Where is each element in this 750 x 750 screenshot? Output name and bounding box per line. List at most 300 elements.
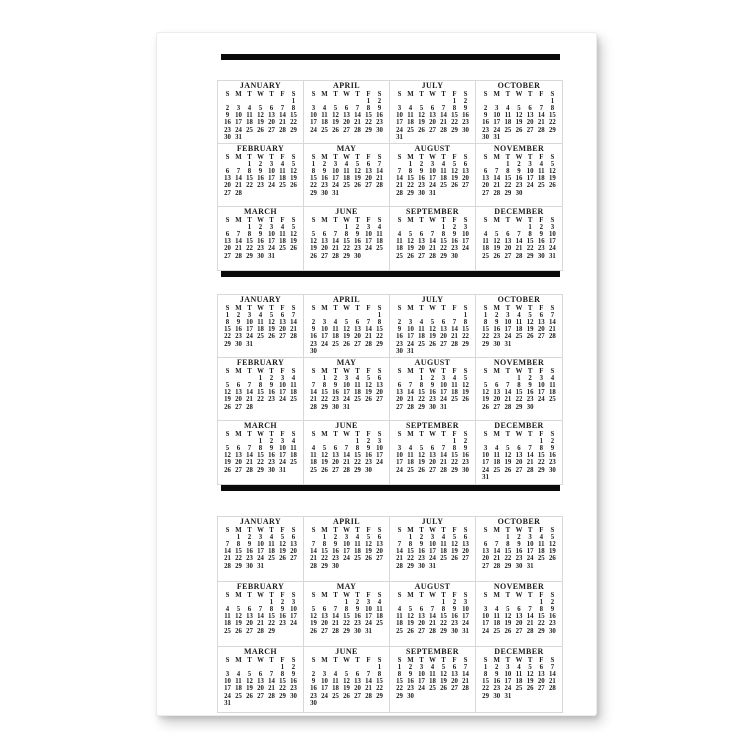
day-cell: 25 bbox=[310, 466, 317, 474]
week-row bbox=[476, 326, 562, 333]
week-row bbox=[218, 127, 303, 134]
day-cell: 29 bbox=[257, 466, 264, 474]
day-cell: 10 bbox=[365, 230, 372, 238]
day-cell: 4 bbox=[377, 598, 382, 606]
day-cell: 8 bbox=[258, 444, 263, 452]
day-cell: 29 bbox=[537, 627, 545, 635]
day-cell: 16 bbox=[549, 452, 556, 460]
day-cell: 16 bbox=[224, 119, 231, 127]
day-cell: 15 bbox=[407, 175, 414, 183]
weekday-label: S bbox=[550, 656, 555, 664]
day-cell: 16 bbox=[321, 175, 328, 183]
day-cell: 6 bbox=[269, 104, 274, 112]
week-row bbox=[390, 231, 475, 238]
day-cell: 4 bbox=[539, 533, 543, 541]
day-cell: 9 bbox=[355, 230, 360, 238]
day-cell: 1 bbox=[483, 311, 488, 319]
day-cell bbox=[255, 190, 266, 197]
day-cell: 14 bbox=[493, 548, 501, 556]
weekday-label: S bbox=[225, 526, 230, 534]
day-cell: 10 bbox=[429, 540, 436, 548]
day-cell: 11 bbox=[515, 670, 523, 678]
day-cell: 18 bbox=[268, 548, 275, 556]
day-cell: 22 bbox=[376, 333, 383, 341]
weekday-label: T bbox=[269, 153, 274, 161]
day-cell: 4 bbox=[397, 605, 402, 613]
day-cell bbox=[449, 134, 460, 141]
day-cell: 11 bbox=[429, 670, 436, 678]
weekday-label: W bbox=[257, 216, 264, 224]
week-row bbox=[390, 548, 475, 555]
weekday-header bbox=[390, 368, 475, 375]
day-cell: 18 bbox=[407, 459, 414, 467]
day-cell: 4 bbox=[377, 223, 382, 231]
weekday-label: W bbox=[515, 656, 523, 664]
day-cell: 16 bbox=[526, 389, 534, 397]
day-cell: 18 bbox=[440, 175, 447, 183]
day-cell: 15 bbox=[343, 238, 350, 246]
day-cell: 8 bbox=[452, 104, 457, 112]
day-cell: 2 bbox=[311, 670, 316, 678]
week-row bbox=[304, 348, 389, 355]
month-title: JUNE bbox=[335, 421, 358, 430]
day-cell: 22 bbox=[290, 119, 297, 127]
day-cell: 19 bbox=[515, 119, 523, 127]
day-cell: 21 bbox=[332, 620, 339, 628]
weekday-label: T bbox=[355, 656, 360, 664]
day-cell: 14 bbox=[343, 452, 350, 460]
weekday-label: S bbox=[463, 430, 468, 438]
day-cell: 29 bbox=[224, 340, 231, 348]
day-cell: 12 bbox=[279, 540, 286, 548]
day-cell bbox=[244, 190, 255, 197]
day-cell: 20 bbox=[365, 175, 372, 183]
day-cell bbox=[319, 224, 330, 231]
week-row bbox=[476, 175, 562, 182]
weekday-label: T bbox=[527, 656, 533, 664]
day-cell: 12 bbox=[290, 230, 297, 238]
weekday-label: S bbox=[311, 304, 316, 312]
day-cell: 2 bbox=[258, 160, 263, 168]
week-row bbox=[304, 664, 389, 671]
day-cell: 17 bbox=[279, 452, 286, 460]
year-divider-bar bbox=[221, 54, 560, 60]
day-cell: 9 bbox=[366, 444, 371, 452]
week-row bbox=[218, 685, 303, 692]
day-cell: 10 bbox=[462, 230, 469, 238]
day-cell: 22 bbox=[515, 396, 523, 404]
week-row bbox=[218, 98, 303, 105]
day-cell: 28 bbox=[224, 562, 231, 570]
day-cell bbox=[233, 98, 244, 105]
week-row bbox=[390, 467, 475, 474]
day-cell bbox=[308, 224, 319, 231]
month-block bbox=[304, 517, 390, 582]
week-row bbox=[476, 599, 562, 606]
day-cell: 1 bbox=[258, 437, 263, 445]
weekday-label: S bbox=[483, 367, 488, 375]
day-cell: 31 bbox=[396, 133, 403, 141]
day-cell: 2 bbox=[355, 598, 360, 606]
day-cell: 7 bbox=[311, 540, 316, 548]
weekday-header bbox=[390, 592, 475, 599]
day-cell: 25 bbox=[354, 396, 361, 404]
week-row bbox=[218, 438, 303, 445]
day-cell: 20 bbox=[515, 459, 523, 467]
weekday-label: S bbox=[377, 216, 382, 224]
day-cell: 18 bbox=[343, 175, 350, 183]
day-cell bbox=[513, 341, 524, 348]
day-cell: 9 bbox=[397, 326, 402, 334]
day-cell: 4 bbox=[441, 160, 446, 168]
day-cell: 9 bbox=[280, 605, 285, 613]
day-cell: 16 bbox=[257, 175, 264, 183]
day-cell bbox=[288, 190, 299, 197]
day-cell: 31 bbox=[429, 189, 436, 197]
day-cell bbox=[427, 438, 438, 445]
day-cell: 27 bbox=[504, 252, 512, 260]
month-title: APRIL bbox=[333, 517, 360, 526]
day-cell: 10 bbox=[396, 452, 403, 460]
week-row bbox=[476, 613, 562, 620]
day-cell: 27 bbox=[268, 126, 275, 134]
weekday-label: M bbox=[407, 216, 414, 224]
day-cell: 6 bbox=[528, 104, 532, 112]
week-row bbox=[390, 396, 475, 403]
weekday-label: M bbox=[493, 90, 500, 98]
week-row bbox=[476, 678, 562, 685]
day-cell: 17 bbox=[396, 119, 403, 127]
day-cell bbox=[460, 190, 471, 197]
day-cell: 6 bbox=[355, 318, 360, 326]
week-row bbox=[218, 333, 303, 340]
day-cell: 3 bbox=[506, 311, 510, 319]
day-cell: 28 bbox=[365, 692, 372, 700]
day-cell: 26 bbox=[310, 627, 317, 635]
day-cell: 3 bbox=[539, 374, 543, 382]
weekday-label: F bbox=[452, 526, 457, 534]
day-cell bbox=[449, 312, 460, 319]
weekday-label: W bbox=[515, 591, 523, 599]
day-cell: 20 bbox=[418, 245, 425, 253]
day-cell: 10 bbox=[321, 326, 328, 334]
day-cell: 17 bbox=[332, 175, 339, 183]
weekday-label: T bbox=[419, 153, 424, 161]
day-cell: 12 bbox=[407, 238, 414, 246]
day-cell: 30 bbox=[451, 252, 458, 260]
day-cell: 14 bbox=[526, 452, 534, 460]
day-cell: 28 bbox=[396, 562, 403, 570]
day-cell: 27 bbox=[418, 252, 425, 260]
weekday-label: W bbox=[429, 591, 436, 599]
day-cell: 2 bbox=[463, 437, 468, 445]
day-cell: 7 bbox=[495, 167, 499, 175]
day-cell: 24 bbox=[504, 685, 512, 693]
week-row bbox=[390, 341, 475, 348]
weekday-label: S bbox=[377, 367, 382, 375]
day-cell: 26 bbox=[451, 182, 458, 190]
month-title: JANUARY bbox=[239, 517, 282, 526]
day-cell: 24 bbox=[462, 245, 469, 253]
day-cell: 23 bbox=[526, 396, 534, 404]
day-cell: 4 bbox=[322, 104, 327, 112]
day-cell: 17 bbox=[310, 119, 317, 127]
day-cell: 7 bbox=[258, 605, 263, 613]
day-cell: 27 bbox=[246, 627, 253, 635]
day-cell: 17 bbox=[418, 678, 425, 686]
week-row bbox=[476, 182, 562, 189]
day-cell: 29 bbox=[482, 340, 489, 348]
day-cell: 25 bbox=[537, 555, 545, 563]
day-cell: 21 bbox=[376, 175, 383, 183]
day-cell: 5 bbox=[280, 533, 285, 541]
week-row bbox=[476, 389, 562, 396]
day-cell: 22 bbox=[407, 182, 414, 190]
weekday-label: T bbox=[355, 216, 360, 224]
weekday-label: M bbox=[407, 430, 414, 438]
weekday-label: T bbox=[419, 526, 424, 534]
month-title: NOVEMBER bbox=[493, 358, 545, 367]
day-cell: 12 bbox=[515, 112, 523, 120]
day-cell: 12 bbox=[526, 318, 534, 326]
day-cell: 5 bbox=[550, 533, 555, 541]
day-cell: 22 bbox=[440, 245, 447, 253]
day-cell: 22 bbox=[310, 182, 317, 190]
day-cell: 27 bbox=[224, 189, 231, 197]
week-row bbox=[218, 341, 303, 348]
day-cell: 31 bbox=[365, 627, 372, 635]
day-cell: 11 bbox=[538, 167, 545, 175]
week-row bbox=[218, 190, 303, 197]
day-cell: 9 bbox=[225, 112, 230, 120]
day-cell: 24 bbox=[321, 692, 328, 700]
day-cell: 28 bbox=[493, 562, 501, 570]
week-row bbox=[218, 671, 303, 678]
day-cell bbox=[491, 438, 502, 445]
weekday-label: M bbox=[321, 526, 328, 534]
day-cell bbox=[405, 438, 416, 445]
week-row bbox=[218, 319, 303, 326]
week-row bbox=[218, 168, 303, 175]
day-cell: 29 bbox=[504, 189, 512, 197]
day-cell: 13 bbox=[321, 238, 328, 246]
day-cell: 16 bbox=[310, 685, 317, 693]
day-cell: 25 bbox=[376, 620, 383, 628]
day-cell: 19 bbox=[224, 459, 231, 467]
day-cell: 7 bbox=[550, 663, 555, 671]
weekday-header bbox=[476, 657, 562, 664]
weekday-label: W bbox=[343, 367, 350, 375]
day-cell: 15 bbox=[246, 238, 253, 246]
day-cell: 22 bbox=[343, 245, 350, 253]
weekday-header bbox=[390, 217, 475, 224]
week-row bbox=[218, 119, 303, 126]
weekday-label: F bbox=[366, 526, 371, 534]
day-cell: 2 bbox=[528, 374, 532, 382]
week-row bbox=[304, 671, 389, 678]
day-cell: 29 bbox=[407, 189, 414, 197]
day-cell: 28 bbox=[332, 627, 339, 635]
day-cell bbox=[319, 700, 330, 707]
day-cell: 22 bbox=[407, 555, 414, 563]
day-cell: 22 bbox=[462, 333, 469, 341]
weekday-label: S bbox=[291, 90, 296, 98]
day-cell bbox=[438, 563, 449, 570]
week-row bbox=[390, 685, 475, 692]
day-cell: 14 bbox=[332, 613, 339, 621]
weekday-label: S bbox=[225, 153, 230, 161]
day-cell: 27 bbox=[376, 555, 383, 563]
day-cell: 18 bbox=[537, 175, 545, 183]
day-cell: 16 bbox=[407, 678, 414, 686]
day-cell: 11 bbox=[290, 444, 297, 452]
day-cell: 18 bbox=[321, 119, 328, 127]
day-cell: 8 bbox=[506, 167, 510, 175]
day-cell: 17 bbox=[482, 620, 489, 628]
day-cell: 6 bbox=[322, 605, 327, 613]
week-row bbox=[390, 245, 475, 252]
day-cell: 20 bbox=[354, 685, 361, 693]
day-cell: 11 bbox=[549, 381, 556, 389]
weekday-label: W bbox=[515, 304, 523, 312]
day-cell: 24 bbox=[332, 182, 339, 190]
month-title: MAY bbox=[336, 144, 357, 153]
day-cell: 11 bbox=[538, 540, 545, 548]
day-cell bbox=[222, 664, 233, 671]
day-cell: 13 bbox=[418, 238, 425, 246]
day-cell: 26 bbox=[526, 685, 534, 693]
weekday-label: S bbox=[463, 90, 468, 98]
day-cell: 7 bbox=[236, 230, 241, 238]
day-cell: 5 bbox=[441, 663, 446, 671]
day-cell: 18 bbox=[396, 620, 403, 628]
day-cell: 10 bbox=[549, 230, 556, 238]
week-row bbox=[304, 620, 389, 627]
day-cell: 12 bbox=[321, 452, 328, 460]
weekday-label: S bbox=[550, 591, 555, 599]
weekday-label: S bbox=[483, 526, 488, 534]
weekday-label: M bbox=[235, 216, 242, 224]
weekday-label: W bbox=[343, 656, 350, 664]
day-cell: 24 bbox=[526, 182, 534, 190]
day-cell: 10 bbox=[365, 605, 372, 613]
day-cell bbox=[491, 474, 502, 481]
day-cell: 31 bbox=[462, 627, 469, 635]
day-cell bbox=[427, 312, 438, 319]
day-cell: 25 bbox=[235, 692, 242, 700]
weekday-label: S bbox=[291, 216, 296, 224]
week-row bbox=[390, 326, 475, 333]
day-cell: 2 bbox=[517, 533, 521, 541]
day-cell: 26 bbox=[224, 403, 231, 411]
day-cell: 14 bbox=[310, 548, 317, 556]
day-cell: 7 bbox=[355, 104, 360, 112]
weekday-label: T bbox=[527, 430, 533, 438]
week-row bbox=[304, 613, 389, 620]
day-cell: 12 bbox=[365, 381, 372, 389]
day-cell: 28 bbox=[257, 627, 264, 635]
day-cell: 19 bbox=[279, 548, 286, 556]
day-cell: 4 bbox=[495, 605, 499, 613]
day-cell: 15 bbox=[376, 326, 383, 334]
day-cell: 13 bbox=[462, 167, 469, 175]
day-cell bbox=[449, 348, 460, 355]
day-cell: 3 bbox=[495, 104, 499, 112]
day-cell: 10 bbox=[246, 318, 253, 326]
weekday-label: F bbox=[539, 591, 544, 599]
weekday-label: T bbox=[355, 526, 360, 534]
day-cell: 18 bbox=[537, 548, 545, 556]
weekday-label: W bbox=[515, 526, 523, 534]
day-cell: 30 bbox=[310, 699, 317, 707]
week-row bbox=[218, 606, 303, 613]
weekday-label: W bbox=[257, 526, 264, 534]
day-cell: 27 bbox=[440, 340, 447, 348]
day-cell: 13 bbox=[257, 678, 264, 686]
day-cell: 11 bbox=[235, 678, 242, 686]
day-cell: 22 bbox=[257, 396, 264, 404]
day-cell bbox=[244, 98, 255, 105]
day-cell bbox=[460, 253, 471, 260]
day-cell bbox=[536, 404, 547, 411]
day-cell: 26 bbox=[462, 396, 469, 404]
day-cell: 15 bbox=[515, 389, 523, 397]
month-block bbox=[218, 582, 304, 647]
day-cell: 27 bbox=[515, 466, 523, 474]
day-cell: 20 bbox=[482, 555, 489, 563]
month-block bbox=[390, 647, 476, 712]
day-cell: 21 bbox=[396, 182, 403, 190]
day-cell: 20 bbox=[493, 396, 501, 404]
day-cell: 19 bbox=[310, 620, 317, 628]
day-cell: 30 bbox=[493, 692, 501, 700]
day-cell: 1 bbox=[408, 533, 413, 541]
week-row bbox=[476, 664, 562, 671]
week-row bbox=[390, 671, 475, 678]
day-cell: 17 bbox=[407, 333, 414, 341]
week-row bbox=[218, 678, 303, 685]
day-cell: 18 bbox=[279, 175, 286, 183]
day-cell: 3 bbox=[366, 223, 371, 231]
weekday-header bbox=[304, 305, 389, 312]
day-cell: 25 bbox=[407, 466, 414, 474]
day-cell: 1 bbox=[258, 374, 263, 382]
day-cell: 12 bbox=[268, 318, 275, 326]
day-cell: 29 bbox=[515, 403, 523, 411]
week-row bbox=[390, 606, 475, 613]
day-cell: 24 bbox=[224, 692, 231, 700]
day-cell: 9 bbox=[333, 381, 338, 389]
month-block bbox=[476, 358, 562, 421]
day-cell: 1 bbox=[344, 598, 349, 606]
day-cell: 29 bbox=[279, 692, 286, 700]
day-cell: 3 bbox=[269, 160, 274, 168]
day-cell: 11 bbox=[290, 381, 297, 389]
day-cell: 5 bbox=[291, 223, 296, 231]
week-row bbox=[304, 389, 389, 396]
month-block bbox=[390, 358, 476, 421]
day-cell: 1 bbox=[269, 598, 274, 606]
day-cell bbox=[491, 161, 502, 168]
day-cell: 6 bbox=[225, 167, 230, 175]
day-cell: 2 bbox=[355, 223, 360, 231]
day-cell: 1 bbox=[452, 437, 457, 445]
day-cell: 26 bbox=[418, 466, 425, 474]
day-cell: 26 bbox=[418, 126, 425, 134]
day-cell: 18 bbox=[235, 685, 242, 693]
weekday-label: F bbox=[452, 656, 457, 664]
weekday-label: T bbox=[441, 591, 446, 599]
